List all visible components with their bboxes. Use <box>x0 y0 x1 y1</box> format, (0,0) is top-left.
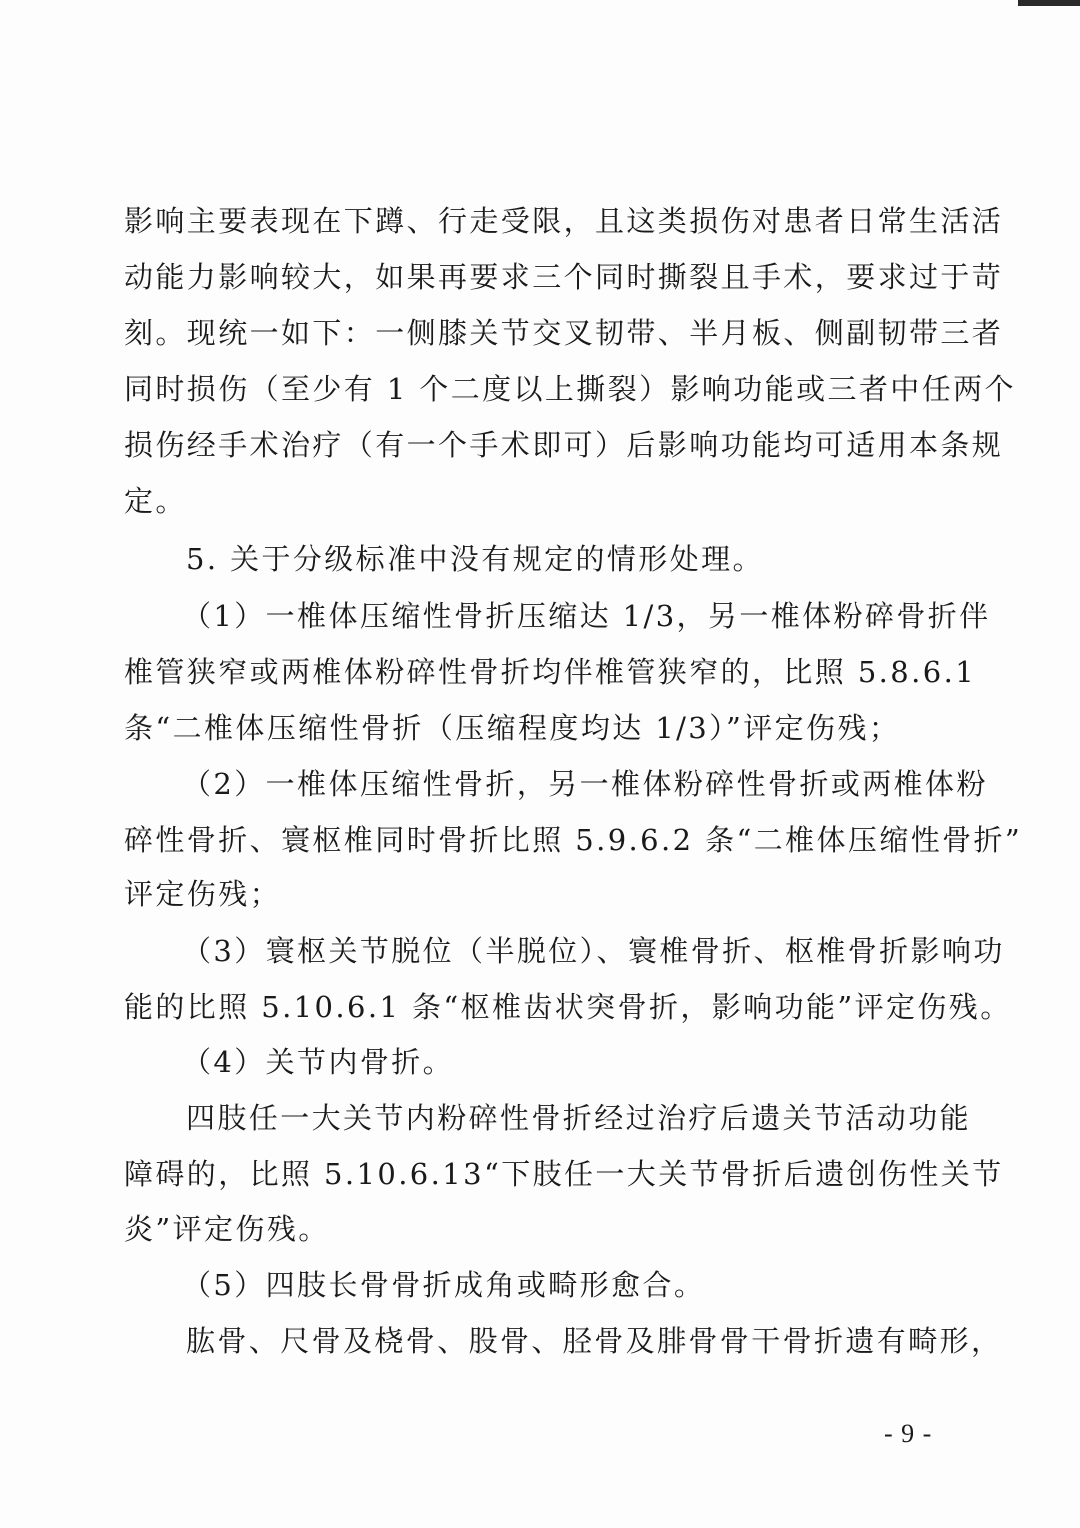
text-line: 同时损伤（至少有 1 个二度以上撕裂）影响功能或三者中任两个 <box>124 372 1016 406</box>
text-line: 条“二椎体压缩性骨折（压缩程度均达 1/3）”评定伤残； <box>124 711 901 745</box>
text-line: 障碍的，比照 5.10.6.13“下肢任一大关节骨折后遗创伤性关节 <box>124 1157 1004 1191</box>
text-line: 影响主要表现在下蹲、行走受限，且这类损伤对患者日常生活活 <box>124 204 1004 238</box>
text-line: 损伤经手术治疗（有一个手术即可）后影响功能均可适用本条规 <box>124 428 1004 462</box>
text-line: 动能力影响较大，如果再要求三个同时撕裂且手术，要求过于苛 <box>124 260 1004 294</box>
text-line: 炎”评定伤残。 <box>124 1212 330 1246</box>
text-line: 能的比照 5.10.6.1 条“枢椎齿状突骨折，影响功能”评定伤残。 <box>124 990 1012 1024</box>
text-line: 四肢任一大关节内粉碎性骨折经过治疗后遗关节活动功能 <box>186 1101 972 1135</box>
page-number: - 9 - <box>884 1419 933 1448</box>
scan-corner-mark <box>1018 0 1080 6</box>
list-item-5: （5）四肢长骨骨折成角或畸形愈合。 <box>182 1268 706 1302</box>
list-item-2: （2）一椎体压缩性骨折，另一椎体粉碎性骨折或两椎体粉 <box>182 767 988 801</box>
list-item-3: （3）寰枢关节脱位（半脱位）、寰椎骨折、枢椎骨折影响功 <box>182 934 1005 968</box>
text-line: 椎管狭窄或两椎体粉碎性骨折均伴椎管狭窄的，比照 5.8.6.1 <box>124 655 977 689</box>
text-line: 碎性骨折、寰枢椎同时骨折比照 5.9.6.2 条“二椎体压缩性骨折” <box>124 823 1023 857</box>
text-line: 评定伤残； <box>124 877 282 911</box>
text-line: 刻。现统一如下：一侧膝关节交叉韧带、半月板、侧副韧带三者 <box>124 316 1004 350</box>
section-heading: 5. 关于分级标准中没有规定的情形处理。 <box>186 542 764 576</box>
text-line: 定。 <box>124 484 187 518</box>
list-item-4: （4）关节内骨折。 <box>182 1045 455 1079</box>
list-item-1: （1）一椎体压缩性骨折压缩达 1/3，另一椎体粉碎骨折伴 <box>182 599 991 633</box>
text-line: 肱骨、尺骨及桡骨、股骨、胫骨及腓骨骨干骨折遗有畸形， <box>186 1324 1003 1358</box>
